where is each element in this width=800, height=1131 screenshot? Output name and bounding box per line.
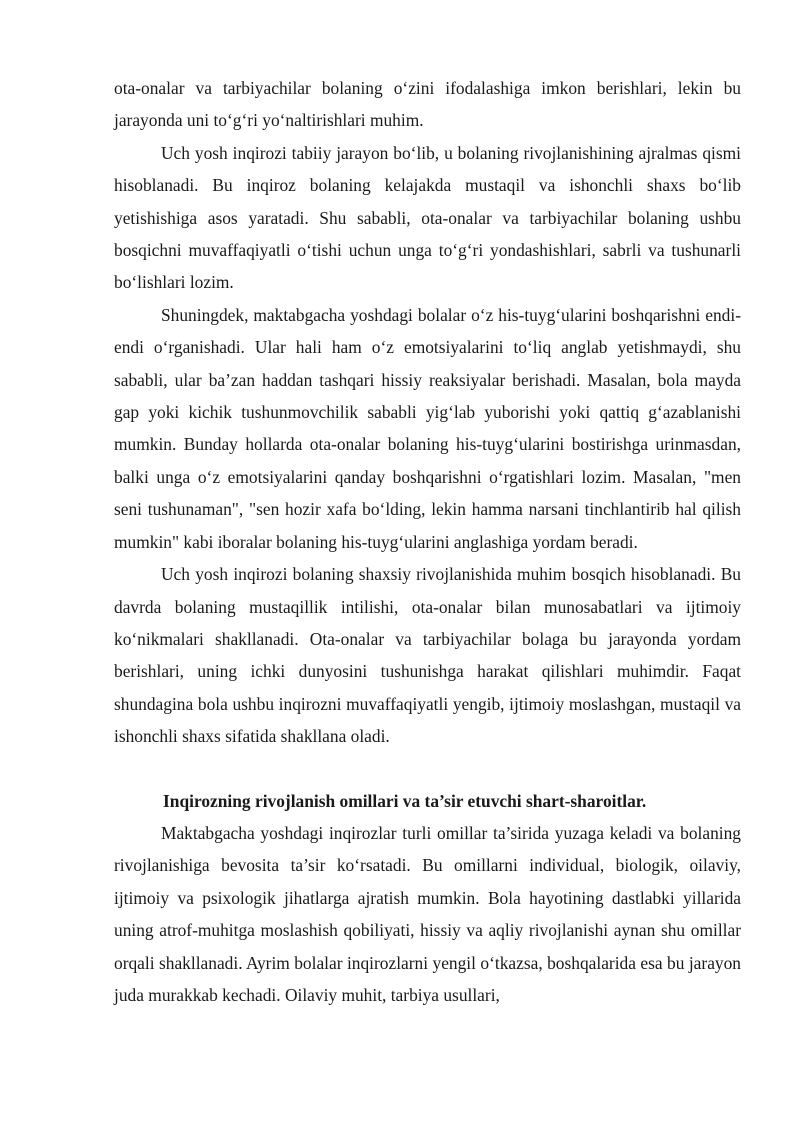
paragraph: Uch yosh inqirozi tabiiy jarayon bo‘lib, u bolaning rivojlanishining ajralmas qismi hisoblanadi. Bu inqiroz bolaning kelajakda mustaqil va ishonchli shaxs bo‘lib yetishishiga asos yaratadi. Shu sababli, ota-onalar va tarbiyachilar bolaning ushbu bosqichni muvaffaqiyatli o‘tishi uchun unga to‘g‘ri yondashishlari, sabrli va tushunarli bo‘lishlari lozim. [114,142,741,293]
section-heading: Inqirozning rivojlanish omillari va ta’sir etuvchi shart-sharoitlar. [163,790,647,811]
document-body [114,72,741,1011]
paragraph-continuation: ota-onalar va tarbiyachilar bolaning o‘zini ifodalashiga imkon berishlari, lekin bu jarayonda uni to‘g‘ri yo‘naltirishlari muhim. [114,78,741,131]
paragraph: Uch yosh inqirozi bolaning shaxsiy rivojlanishida muhim bosqich hisoblanadi. Bu davrda bolaning mustaqillik intilishi, ota-onalar bilan munosabatlari va ijtimoiy ko‘nikmalari shakllanadi. Ota-onalar va tarbiyachilar bolaga bu jarayonda yordam berishlari, uning ichki dunyosini tushunishga harakat qilishlari muhimdir. Faqat shundagina bola ushbu inqirozni muvaffaqiyatli yengib, ijtimoiy moslashgan, mustaqil va ishonchli shaxs sifatida shakllana oladi. [114,564,741,747]
paragraph: Maktabgacha yoshdagi inqirozlar turli omillar ta’sirida yuzaga keladi va bolaning rivojlanishiga bevosita ta’sir ko‘rsatadi. Bu omillarni individual, biologik, oilaviy, ijtimoiy va psixologik jihatlarga ajratish mumkin. Bola hayotining dastlabki yillarida uning atrof-muhitga moslashish qobiliyati, hissiy va aqliy rivojlanishi aynan shu omillar orqali shakllanadi. Ayrim bolalar inqirozlarni yengil o‘tkazsa, boshqalarida esa bu jarayon juda murakkab kechadi. Oilaviy muhit, tarbiya usullari, [114,822,741,1005]
paragraph: Shuningdek, maktabgacha yoshdagi bolalar o‘z his-tuyg‘ularini boshqarishni endi-endi o‘rganishadi. Ular hali ham o‘z emotsiyalarini to‘liq anglab yetishmaydi, shu sababli, ular ba’zan haddan tashqari hissiy reaksiyalar berishadi. Masalan, bola mayda gap yoki kichik tushunmovchilik sababli yig‘lab yuborishi yoki qattiq g‘azablanishi mumkin. Bunday hollarda ota-onalar bolaning his-tuyg‘ularini bostirishga urinmasdan, balki unga o‘z emotsiyalarini qanday boshqarishni o‘rgatishlari lozim. Masalan, "men seni tushunaman", "sen hozir xafa bo‘lding, lekin hamma narsani tinchlantirib hal qilish mumkin" kabi iboralar bolaning his-tuyg‘ularini anglashiga yordam beradi. [114,304,741,552]
